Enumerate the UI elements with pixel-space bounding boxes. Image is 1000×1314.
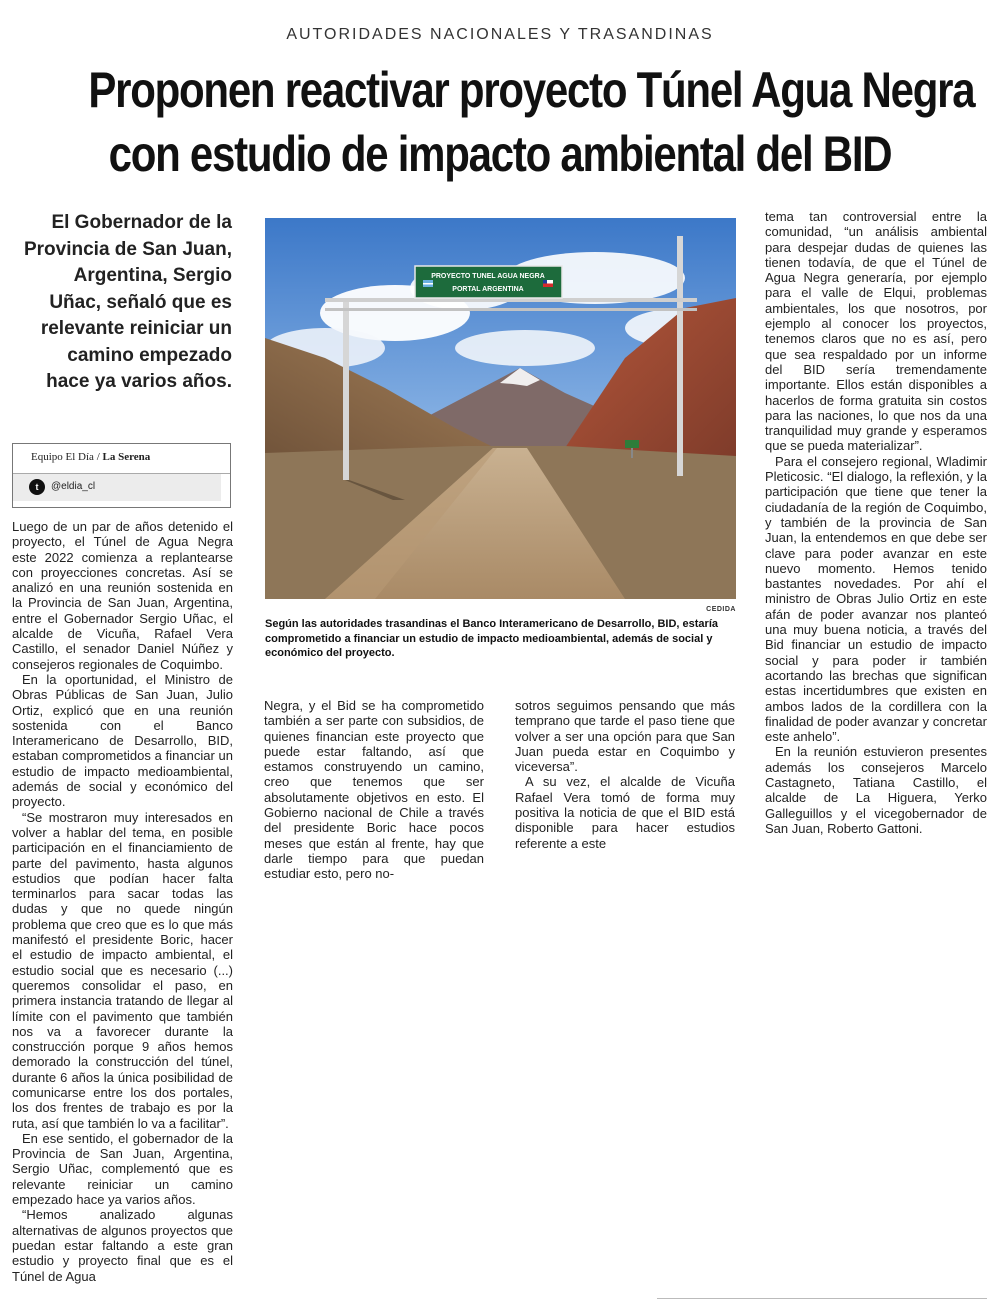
paragraph: “Hemos analizado algunas alternativas de algunos proyectos que puedan estar faltando a este gran estudio y proyecto final que es el Túnel de Agua <box>12 1207 233 1284</box>
body-column-4 <box>765 209 987 836</box>
sign-line-1: PROYECTO TUNEL AGUA NEGRA <box>431 273 545 280</box>
deck-summary: El Gobernador de la Provincia de San Juan, Argentina, Sergio Uñac, señaló que es relevante reiniciar un camino empezado hace ya varios años. <box>23 212 232 392</box>
author-name: Equipo El Día <box>31 451 94 463</box>
byline-box <box>12 443 231 508</box>
author-location: La Serena <box>102 451 151 463</box>
headline <box>88 58 975 186</box>
twitter-bird-icon[interactable]: t <box>29 479 45 495</box>
kicker: AUTORIDADES NACIONALES Y TRASANDINAS <box>286 26 714 43</box>
article-photo <box>265 218 736 599</box>
photo-agua-negra-portal <box>265 218 736 599</box>
paragraph: tema tan controversial entre la comunidad, “un análisis ambiental para despejar dudas de quienes las tienen todavía, de que el Túnel de Agua Negra generaría, por ejemplo para el valle de Elqui, problemas ambientales, los que nosotros, por ejemplo al conocer los proyectos, tenemos claros que no es así, pero que sea respaldado por un informe del BID sería tremendamente importante. Ellos están disponibles a hacerlos de forma gratuita sin costos para las naciones, lo que nos da una tranquilidad muy grande y esperamos que se pueda materializar”. <box>765 209 987 454</box>
photo-credit: CEDIDA <box>706 606 736 613</box>
footer-rule <box>657 1298 987 1299</box>
byline-author <box>31 451 150 463</box>
paragraph: “Se mostraron muy interesados en volver a hablar del tema, en posible participación en el financiamiento de parte del pavimento, hasta algunos estudios que podían hacer falta terminarlos para sacar todas las dudas y que no quede ningún problema que creo que es lo que más manifestó el presidente Boric, hacer el estudio de impacto ambiental, el estudio social que es necesario (...) queremos consolidar el paso, en primera instancia tratando de llegar al límite con el pavimento que también nos va a favorecer durante la construcción porque 9 años hemos demorado la construcción del túnel, durante 6 años la única posibilidad de comunicarse entre los dos portales, los dos frentes de trabajo es por la ruta, así que también lo va a facilitar”. <box>12 809 233 1131</box>
body-column-2 <box>264 698 484 882</box>
body-column-1 <box>12 519 233 1284</box>
byline-social-bar <box>13 474 221 501</box>
paragraph: Negra, y el Bid se ha comprometido también a ser parte con subsidios, de quienes financian este proyecto que puede estar faltando, así que estamos construyendo un camino, creo que tenemos que ser absolutamente objetivos en esto. El Gobierno nacional de Chile a través del presidente Boric hace pocos meses que están al frente, hay que darle tiempo para que puedan estudiar esto, pero no- <box>264 698 484 882</box>
paragraph: sotros seguimos pensando que más temprano que tarde el paso tiene que volver a ser una opción para que San Juan pueda estar en Coquimbo y viceversa”. <box>515 698 735 775</box>
paragraph: En ese sentido, el gobernador de la Provincia de San Juan, Argentina, Sergio Uñac, complementó que es relevante reiniciar un camino empezado hace ya varios años. <box>12 1130 233 1208</box>
paragraph: Luego de un par de años detenido el proyecto, el Túnel de Agua Negra este 2022 comienza a replantearse con proyecciones concretas. Así se analizó en una reunión sostenida en la Provincia de San Juan, Argentina, entre el Gobernador Sergio Uñac, el alcalde de Vicuña, Rafael Vera Castillo, el senador Daniel Núñez y consejeros regionales de Coquimbo. <box>12 519 233 672</box>
paragraph: A su vez, el alcalde de Vicuña Rafael Vera tomó de forma muy positiva la noticia de que el BID está disponible para hacer estudios referente a este <box>515 774 735 851</box>
paragraph: En la reunión estuvieron presentes además los consejeros Marcelo Castagneto, Tatiana Castillo, el alcalde de La Higuera, Yerko Galleguillos y el vicegobernador de San Juan, Roberto Gattoni. <box>765 744 987 836</box>
headline-line-1: Proponen reactivar proyecto Túnel Agua Negra <box>88 62 975 118</box>
body-column-3 <box>515 698 735 851</box>
headline-line-2: con estudio de impacto ambiental del BID <box>108 126 892 182</box>
twitter-handle[interactable]: @eldia_cl <box>51 481 96 492</box>
paragraph: Para el consejero regional, Wladimir Pleticosic. “El dialogo, la reflexión, y la participación que tiene que tener la ciudadanía de la región de Coquimbo, y también de la provincia de San Juan, la entendemos en que debe ser clave para poder avanzar en este nuevo momento. Hemos tenido bastantes novedades. Por ahí el ministro de Obras Julio Ortiz en este afán de poder avanzar nos planteó una muy buena noticia, a través del Bid financiar un estudio de impacto social y para poder ir también acortando las brechas que significan estas incertidumbres que existen en ambos lados de la cordillera con la finalidad de poder avanzar y concretar este anhelo”. <box>765 453 987 745</box>
byline-separator: / <box>93 451 103 463</box>
paragraph: En la oportunidad, el Ministro de Obras Públicas de San Juan, Julio Ortiz, explicó que en una reunión sostenida con el Banco Interamericano de Desarrollo, BID, estaban comprometidos a financiar un estudio de impacto medioambiental, además de social y económico del proyecto. <box>12 671 233 810</box>
sign-line-2: PORTAL ARGENTINA <box>452 286 524 293</box>
photo-caption: Según las autoridades trasandinas el Banco Interamericano de Desarrollo, BID, estaría comprometido a financiar un estudio de impacto medioambiental, además de social y económico del proyecto. <box>265 618 718 659</box>
